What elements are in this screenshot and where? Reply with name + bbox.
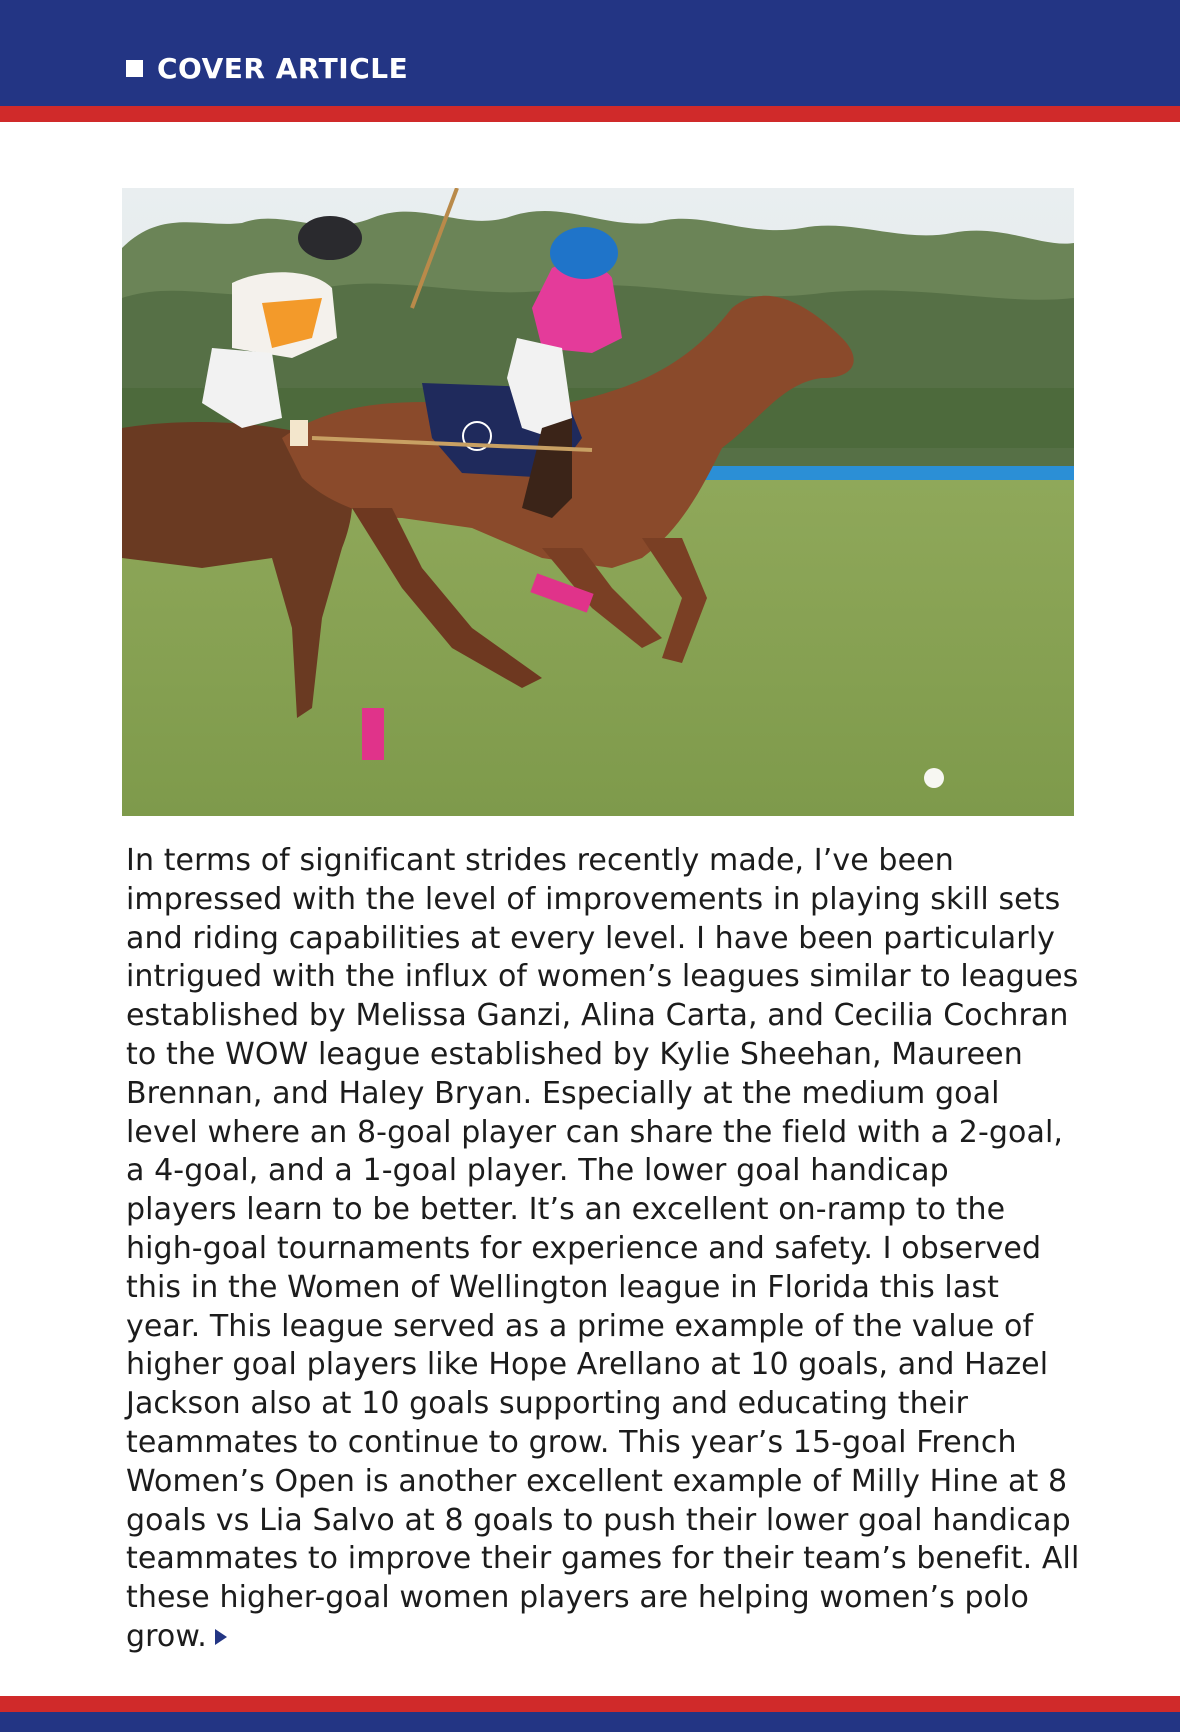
article-line: this in the Women of Wellington league in Florida this last: [126, 1269, 999, 1305]
section-label: [126, 52, 408, 85]
article-line: level where an 8-goal player can share the field with a 2-goal,: [126, 1114, 1064, 1150]
article-line: to the WOW league established by Kylie Sheehan, Maureen: [126, 1036, 1023, 1072]
footer-blue-bar: [0, 1712, 1180, 1732]
header-red-stripe: [0, 106, 1180, 122]
article-line: In terms of significant strides recently made, I’ve been: [126, 843, 954, 878]
article-line: these higher-goal women players are helping women’s polo grow.: [126, 1580, 1030, 1654]
section-title: COVER ARTICLE: [157, 52, 409, 85]
article-line: Brennan, and Haley Bryan. Especially at the medium goal: [126, 1075, 1000, 1111]
article-line: year. This league served as a prime example of the value of: [126, 1308, 1034, 1344]
article-line: higher goal players like Hope Arellano at 10 goals, and Hazel: [126, 1347, 1049, 1383]
article-line: Women’s Open is another excellent example of Milly Hine at 8: [126, 1463, 1068, 1499]
article-line: intrigued with the influx of women’s leagues similar to leagues: [126, 959, 1079, 995]
article-line: goals vs Lia Salvo at 8 goals to push their lower goal handicap: [126, 1502, 1071, 1538]
article-line: teammates to continue to grow. This year’s 15-goal French: [126, 1424, 1017, 1460]
article-line: players learn to be better. It’s an excellent on-ramp to the: [126, 1192, 1006, 1228]
article-line: impressed with the level of improvements in playing skill sets: [126, 881, 1061, 917]
article-line: Jackson also at 10 goals supporting and educating their: [126, 1386, 969, 1422]
continue-arrow-icon: [215, 1629, 227, 1645]
article-line: high-goal tournaments for experience and safety. I observed: [126, 1230, 1042, 1266]
square-bullet-icon: [126, 60, 143, 77]
footer-red-stripe: [0, 1696, 1180, 1712]
article-line: and riding capabilities at every level. I have been particularly: [126, 920, 1056, 956]
polo-players-photo: [122, 188, 1074, 816]
article-line: a 4-goal, and a 1-goal player. The lower goal handicap: [126, 1153, 949, 1189]
header-bar: [0, 0, 1180, 106]
article-line: teammates to improve their games for their team’s benefit. All: [126, 1541, 1080, 1577]
article-body: [126, 842, 1096, 1657]
article-line: established by Melissa Ganzi, Alina Carta, and Cecilia Cochran: [126, 998, 1069, 1034]
